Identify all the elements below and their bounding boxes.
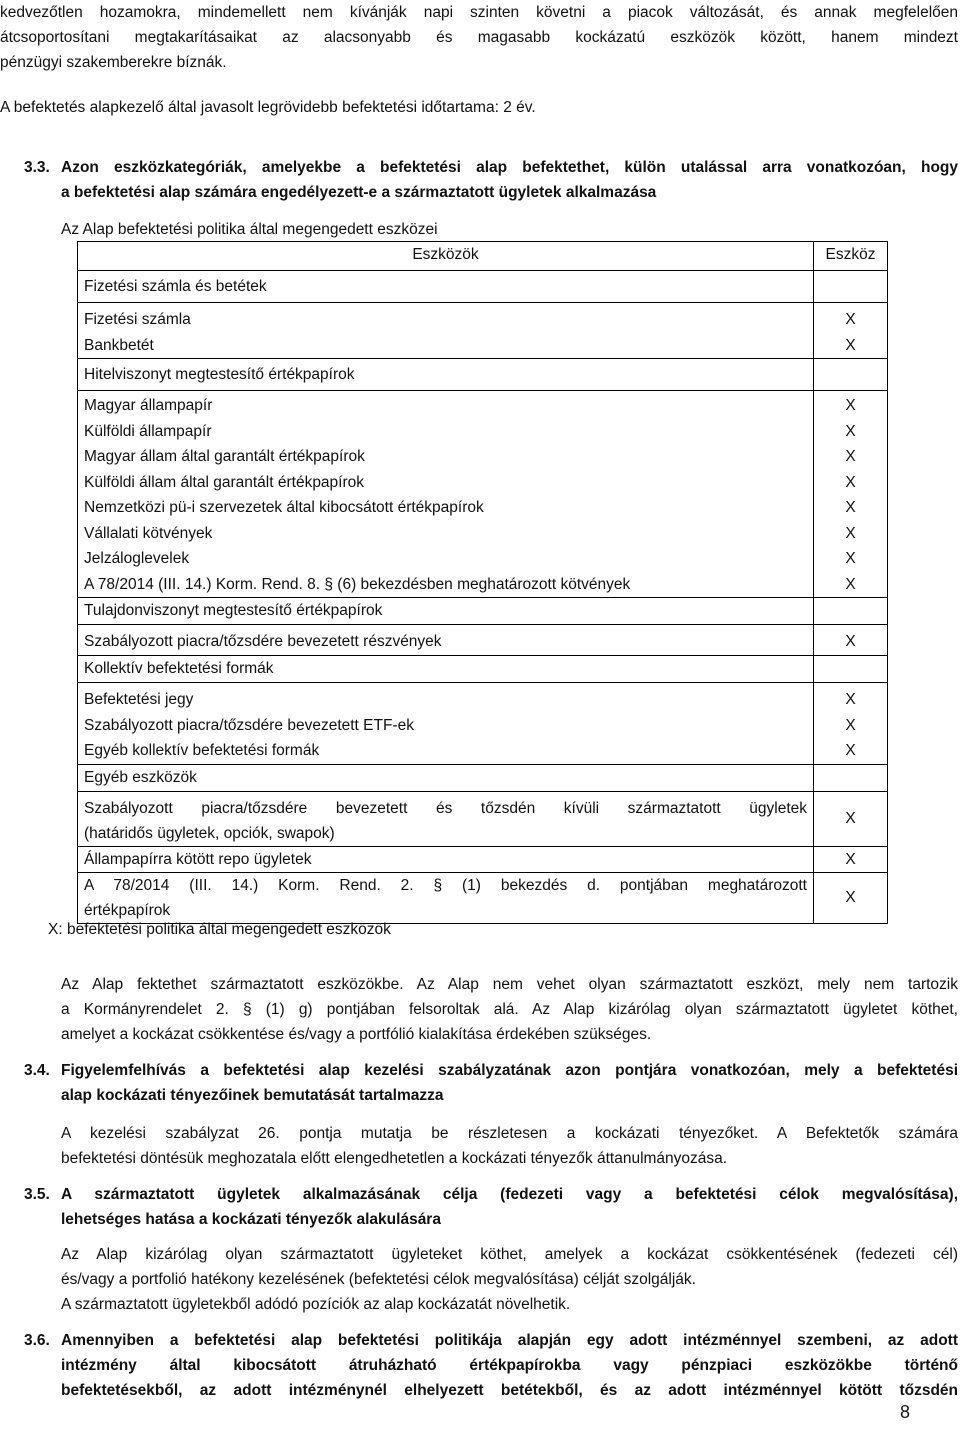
intro-paragraph bbox=[0, 0, 958, 75]
table-header-row bbox=[78, 242, 888, 271]
asset-cell: Állampapírra kötött repo ügyletek bbox=[78, 846, 814, 872]
category-row bbox=[78, 359, 888, 391]
section-title-line: intézmény által kibocsátott átruházható értékpapírokba vagy pénzpiaci eszközökbe történő bbox=[61, 1357, 958, 1374]
section-title-line: befektetésekből, az adott intézménynél elhelyezett betétekből, és az adott intézménnyel kötött tőzsdén bbox=[61, 1382, 958, 1399]
category-row bbox=[78, 598, 888, 625]
paragraph-line: befektetési döntésük meghozatala előtt elengedhetetlen a kockázati tényezők áttanulmányozása. bbox=[61, 1150, 728, 1167]
asset-label: Külföldi állampapír bbox=[84, 422, 212, 440]
paragraph-line: Az Alap kizárólag olyan származtatott ügyleteket köthet, amelyek a kockázat csökkentésének (fedezeti cél) bbox=[61, 1246, 958, 1263]
category-cell: Tulajdonviszonyt megtestesítő értékpapírok bbox=[78, 598, 814, 625]
asset-mark: X bbox=[814, 625, 888, 656]
section-number-3-6: 3.6. bbox=[24, 1332, 50, 1349]
asset-label: A 78/2014 (III. 14.) Korm. Rend. 8. § (6) bekezdésben meghatározott kötvények bbox=[84, 575, 631, 593]
mark-list-cell bbox=[814, 683, 888, 765]
table-row bbox=[78, 303, 888, 359]
table-caption: Az Alap befektetési politika által megengedett eszközei bbox=[61, 221, 438, 238]
paragraph-line: A kezelési szabályzat 26. pontja mutatja be részletesen a kockázati tényezőket. A Befektetők számára bbox=[61, 1125, 958, 1142]
section-body-3-5 bbox=[61, 1242, 958, 1317]
section-title-3-5 bbox=[61, 1182, 958, 1232]
asset-mark: X bbox=[845, 716, 856, 734]
derivatives-paragraph bbox=[61, 972, 958, 1047]
asset-label-line: Szabályozott piacra/tőzsdére bevezetett és tőzsdén kívüli származtatott ügyletek bbox=[84, 799, 807, 817]
asset-label-line: értékpapírok bbox=[84, 901, 171, 919]
asset-label: Egyéb kollektív befektetési formák bbox=[84, 742, 320, 759]
min-duration-text: A befektetés alapkezelő által javasolt legrövidebb befektetési időtartama: 2 év. bbox=[0, 99, 536, 116]
section-number-3-5: 3.5. bbox=[24, 1186, 50, 1203]
category-row bbox=[78, 271, 888, 303]
section-title-line: Amennyiben a befektetési alap befektetési politikája alapján egy adott intézménnyel szembeni, az adott bbox=[61, 1332, 958, 1349]
asset-mark: X bbox=[845, 422, 856, 440]
section-title-3-4 bbox=[61, 1058, 958, 1108]
section-title-line: lehetséges hatása a kockázati tényezők alakulására bbox=[61, 1211, 441, 1228]
paragraph-line: a Kormányrendelet 2. § (1) g) pontjában felsoroltak alá. Az Alap kizárólag olyan származtatott ügyletet köthet, bbox=[61, 1001, 958, 1018]
section-title-line: alap kockázati tényezőinek bemutatását tartalmazza bbox=[61, 1087, 444, 1104]
asset-cell: Szabályozott piacra/tőzsdére bevezetett részvények bbox=[78, 625, 814, 656]
asset-mark: X bbox=[845, 473, 856, 491]
table-row bbox=[78, 791, 888, 846]
asset-list-cell bbox=[78, 303, 814, 359]
table-row bbox=[78, 872, 888, 923]
section-body-3-4 bbox=[61, 1121, 958, 1171]
category-cell: Egyéb eszközök bbox=[78, 764, 814, 791]
category-cell: Hitelviszonyt megtestesítő értékpapírok bbox=[78, 359, 814, 391]
mark-list-cell bbox=[814, 391, 888, 598]
category-mark-cell bbox=[814, 764, 888, 791]
asset-mark: X bbox=[845, 448, 856, 465]
asset-table bbox=[77, 241, 888, 924]
section-title-line: Azon eszközkategóriák, amelyekbe a befektetési alap befektethet, külön utalással arra vonatkozóan, hogy bbox=[61, 159, 958, 176]
asset-label: Magyar állam által garantált értékpapírok bbox=[84, 448, 365, 465]
section-title-3-3 bbox=[61, 155, 958, 205]
table-row bbox=[78, 846, 888, 872]
table-row bbox=[78, 391, 888, 598]
asset-mark: X bbox=[845, 550, 856, 567]
asset-mark: X bbox=[845, 336, 856, 354]
paragraph-line: és/vagy a portfolió hatékony kezelésének (befektetési célok megvalósítása) célját szolgálják. bbox=[61, 1271, 696, 1288]
section-number-3-4: 3.4. bbox=[24, 1062, 50, 1079]
header-mark: Eszköz bbox=[814, 242, 888, 271]
asset-mark: X bbox=[845, 499, 856, 516]
asset-mark: X bbox=[845, 311, 856, 328]
asset-cell bbox=[78, 872, 814, 923]
category-mark-cell bbox=[814, 598, 888, 625]
asset-label-line: (határidős ügyletek, opciók, swapok) bbox=[84, 824, 335, 842]
asset-mark: X bbox=[845, 524, 856, 542]
header-assets: Eszközök bbox=[78, 242, 814, 271]
asset-label: Szabályozott piacra/tőzsdére bevezetett ETF-ek bbox=[84, 716, 414, 734]
intro-line: pénzügyi szakemberekre bíznák. bbox=[0, 54, 227, 71]
asset-label: Magyar állampapír bbox=[84, 397, 213, 414]
category-cell: Kollektív befektetési formák bbox=[78, 656, 814, 683]
page-number: 8 bbox=[900, 1402, 911, 1422]
table-legend: X: befektetési politika által megengedett eszközök bbox=[48, 921, 391, 938]
mark-list-cell bbox=[814, 303, 888, 359]
category-mark-cell bbox=[814, 359, 888, 391]
asset-mark: X bbox=[845, 742, 856, 759]
paragraph-line: amelyet a kockázat csökkentése és/vagy a portfólió kialakítása érdekében szükséges. bbox=[61, 1026, 652, 1043]
section-title-line: Figyelemfelhívás a befektetési alap kezelési szabályzatának azon pontjára vonatkozóan, mely a befektetési bbox=[61, 1062, 958, 1079]
intro-line: átcsoportosítani megtakarításaikat az alacsonyabb és magasabb kockázatú eszközök között, hanem mindezt bbox=[0, 29, 958, 46]
asset-label-line: A 78/2014 (III. 14.) Korm. Rend. 2. § (1) bekezdés d. pontjában meghatározott bbox=[84, 876, 807, 894]
section-title-line: a befektetési alap számára engedélyezett-e a származtatott ügyletek alkalmazása bbox=[61, 184, 657, 201]
paragraph-line: A származtatott ügyletekből adódó pozíciók az alap kockázatát növelhetik. bbox=[61, 1296, 571, 1313]
section-title-line: A származtatott ügyletek alkalmazásának célja (fedezeti vagy a befektetési célok megvalósítása), bbox=[61, 1186, 958, 1203]
asset-mark: X bbox=[845, 397, 856, 414]
table-row bbox=[78, 625, 888, 656]
section-title-3-6 bbox=[61, 1328, 958, 1403]
asset-mark: X bbox=[814, 846, 888, 872]
category-row bbox=[78, 764, 888, 791]
asset-mark: X bbox=[845, 575, 856, 593]
asset-cell bbox=[78, 791, 814, 846]
asset-mark: X bbox=[814, 791, 888, 846]
asset-mark: X bbox=[814, 872, 888, 923]
asset-list-cell bbox=[78, 683, 814, 765]
asset-label: Fizetési számla bbox=[84, 311, 191, 328]
asset-label: Külföldi állam által garantált értékpapírok bbox=[84, 473, 365, 491]
category-row bbox=[78, 656, 888, 683]
asset-label: Bankbetét bbox=[84, 336, 154, 354]
paragraph-line: Az Alap fektethet származtatott eszközökbe. Az Alap nem vehet olyan származtatott eszközt, mely nem tartozik bbox=[61, 976, 958, 993]
asset-list-cell bbox=[78, 391, 814, 598]
asset-mark: X bbox=[845, 691, 856, 708]
category-mark-cell bbox=[814, 271, 888, 303]
asset-label: Befektetési jegy bbox=[84, 691, 194, 708]
category-mark-cell bbox=[814, 656, 888, 683]
intro-line: kedvezőtlen hozamokra, mindemellett nem kívánják napi szinten követni a piacok változását, és annak megfelelően bbox=[0, 4, 958, 21]
section-number-3-3: 3.3. bbox=[24, 159, 50, 176]
asset-label: Nemzetközi pü-i szervezetek által kibocsátott értékpapírok bbox=[84, 499, 484, 516]
asset-label: Jelzáloglevelek bbox=[84, 550, 190, 567]
table-row bbox=[78, 683, 888, 765]
asset-label: Vállalati kötvények bbox=[84, 524, 213, 542]
category-cell: Fizetési számla és betétek bbox=[78, 271, 814, 303]
